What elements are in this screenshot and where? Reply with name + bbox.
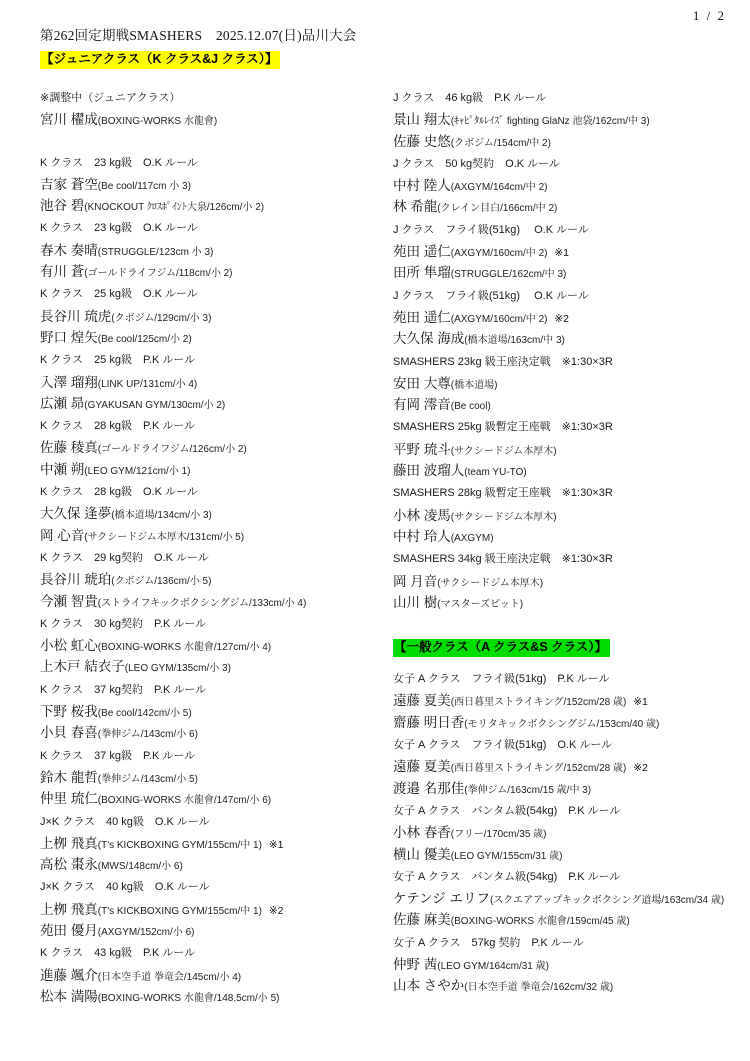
- fighter-line: [393, 460, 745, 481]
- fighter-club-info: (日本空手道 拳竜会/145cm/小 4): [97, 971, 242, 983]
- fighter-name: 山川 樹: [393, 594, 438, 610]
- fighter-club-info: (サクシードジム本厚木): [450, 511, 557, 523]
- fighter-club-info: (クボジム/129cm/小 3): [111, 312, 212, 324]
- bout-class-title: K クラス 43 kg級 P.K ルール: [40, 947, 196, 960]
- fighter-club-info: (西日暮里ストライキング/152cm/28 歳): [450, 697, 627, 709]
- fighter-club-info: (T's KICKBOXING GYM/155cm/中 1): [97, 905, 262, 917]
- bout-block: [40, 548, 388, 612]
- fighter-club-info: (MWS/148cm/小 6): [97, 861, 183, 873]
- fighter-club-info: (ストライフキックボクシングジム/133cm/小 4): [97, 597, 307, 609]
- fighter-name: 林 希龍: [393, 199, 438, 215]
- fighter-name: 岡 月音: [393, 573, 438, 589]
- fighter-line: [40, 788, 388, 809]
- fighter-name: 小貝 春喜: [40, 725, 98, 741]
- fighter-name: 小林 春香: [393, 825, 451, 841]
- bout-block: [393, 483, 745, 547]
- bout-class-title: 女子 A クラス 57kg 契約 P.K ルール: [393, 936, 584, 949]
- fighter-name: 佐藤 稜真: [40, 440, 98, 456]
- general-class-section-header: 【一般クラス（A クラス&S クラス）】: [393, 639, 610, 657]
- fighter-line: [393, 778, 745, 799]
- fighter-name: 小林 凌馬: [393, 507, 451, 523]
- fighter-line: [393, 909, 745, 930]
- fighter-name: 仲野 茜: [393, 956, 438, 972]
- fighter-line: [393, 526, 745, 547]
- fighter-club-info: (BOXING-WORKS 水龍會): [97, 116, 218, 128]
- fighter-club-info: (AXGYM/152cm/小 6): [97, 926, 195, 938]
- fighter-line: [40, 306, 388, 327]
- bout-block: [40, 680, 388, 744]
- fighter-club-info: (拳伸ジム/143cm/小 5): [97, 773, 198, 785]
- fighter-name: 横山 優美: [393, 846, 451, 862]
- fighter-line: [40, 722, 388, 743]
- fighter-name: 遠藤 夏美: [393, 693, 451, 709]
- bout-block: [393, 867, 745, 931]
- left-column: [40, 88, 388, 1009]
- fighter-name: 中瀬 朔: [40, 461, 85, 477]
- fighter-club-info: (Be cool/142cm/小 5): [97, 708, 192, 720]
- bout-block: [393, 933, 745, 997]
- fighter-name: 今瀬 智貴: [40, 593, 98, 609]
- bout-block: [40, 153, 388, 217]
- fighter-club-info: (AXGYM/160cm/中 2): [450, 313, 548, 325]
- fighter-line: [393, 109, 745, 130]
- bout-block: [40, 877, 388, 941]
- fighter-club-info: (サクシードジム本厚木/131cm/小 5): [84, 531, 245, 543]
- bout-block: [393, 88, 745, 152]
- fighter-club-info: (Be cool): [450, 401, 491, 413]
- fighter-club-info: (AXGYM/164cm/中 2): [450, 182, 548, 194]
- bout-class-title: K クラス 37 kg級 P.K ルール: [40, 749, 196, 762]
- fighter-name: 岡 心音: [40, 527, 85, 543]
- fighter-name: 平野 琉斗: [393, 441, 451, 457]
- fighter-name: 大久保 海成: [393, 331, 465, 347]
- fighter-club-info: (Be cool/125cm/小 2): [97, 333, 192, 345]
- fighter-line: [40, 372, 388, 393]
- bout-block: [393, 154, 745, 218]
- fighter-line: [393, 307, 745, 328]
- fighter-club-info: (サクシードジム本厚木): [437, 577, 544, 589]
- fighter-line: [393, 712, 745, 733]
- fighter-line: [40, 656, 388, 677]
- fighter-line: [40, 109, 388, 130]
- page-number: 1 / 2: [692, 8, 726, 23]
- fighter-club-info: (ゴールドライフジム/126cm/小 2): [97, 444, 247, 456]
- fighter-line: [40, 393, 388, 414]
- right-column: [393, 88, 745, 999]
- fighter-club-info: (日本空手道 拳竜会/162cm/32 歳): [464, 982, 614, 994]
- fighter-club-info: (フリー/170cm/35 歳): [450, 829, 547, 841]
- bout-class-title: 女子 A クラス フライ級(51kg) O.K ルール: [393, 739, 613, 752]
- fighter-club-info: (拳伸ジム/163cm/15 歳/中 3): [464, 784, 592, 796]
- fighter-club-info: (GYAKUSAN GYM/130cm/小 2): [84, 399, 226, 411]
- fighter-name: 苑田 遥仁: [393, 244, 451, 260]
- fighter-line: [40, 327, 388, 348]
- fighter-name: 田所 隼瑠: [393, 265, 451, 281]
- fighter-line: [393, 505, 745, 526]
- fighter-line: [40, 854, 388, 875]
- fighter-name: 佐藤 史悠: [393, 133, 451, 149]
- bout-class-title: K クラス 37 kg契約 P.K ルール: [40, 683, 207, 696]
- fighter-club-info: (T's KICKBOXING GYM/155cm/中 1): [97, 839, 262, 851]
- bout-class-title: J クラス 46 kg級 P.K ルール: [393, 92, 547, 104]
- fighter-name: 下野 桜我: [40, 704, 98, 720]
- fighter-line: [393, 954, 745, 975]
- fighter-line: [393, 690, 745, 711]
- bout-class-title: K クラス 29 kg契約 O.K ルール: [40, 551, 209, 564]
- fighter-note-mark: ※2: [265, 904, 284, 917]
- fighter-name: 入澤 瑠翔: [40, 374, 98, 390]
- fighter-line: [40, 965, 388, 986]
- fighter-name: 齋藤 明日香: [393, 714, 465, 730]
- bout-class-title: K クラス 28 kg級 P.K ルール: [40, 420, 196, 433]
- fighter-line: [393, 822, 745, 843]
- bout-block: [393, 549, 745, 613]
- fighter-club-info: (BOXING-WORKS 水龍會/127cm/小 4): [97, 642, 272, 654]
- bout-class-title: J×K クラス 40 kg級 O.K ルール: [40, 815, 210, 828]
- fighter-club-info: (BOXING-WORKS 水龍會/159cm/45 歳): [450, 916, 630, 928]
- bout-class-title: K クラス 30 kg契約 P.K ルール: [40, 617, 207, 630]
- fighter-name: 池谷 碧: [40, 198, 85, 214]
- fighter-club-info: (LEO GYM/155cm/31 歳): [450, 850, 563, 862]
- fighter-name: 安田 大尊: [393, 375, 451, 391]
- bout-block: [393, 735, 745, 799]
- fighter-name: 渡邉 名那佳: [393, 780, 465, 796]
- fighter-note-mark: ※1: [265, 838, 284, 851]
- bout-block: [40, 284, 388, 348]
- fighter-name: 進藤 颯介: [40, 967, 98, 983]
- fighter-line: [393, 756, 745, 777]
- fighter-line: [40, 833, 388, 854]
- bout-class-title: K クラス 23 kg級 O.K ルール: [40, 222, 198, 235]
- fighter-line: [393, 131, 745, 152]
- fighter-name: 有岡 澪音: [393, 397, 451, 413]
- fighter-note-mark: ※1: [551, 247, 570, 260]
- bout-block: [40, 218, 388, 282]
- fighter-club-info: (LEO GYM/121cm/小 1): [84, 465, 191, 477]
- fighter-club-info: (橋本道場/163cm/中 3): [464, 335, 565, 347]
- bout-block: [40, 416, 388, 480]
- fighter-name: 吉家 蒼空: [40, 176, 98, 192]
- fighter-club-info: (AXGYM/160cm/中 2): [450, 248, 548, 260]
- bout-block: [40, 746, 388, 810]
- bout-class-title: ※調整中（ジュニアクラス）: [40, 92, 181, 104]
- fighter-name: 小松 虹心: [40, 638, 98, 654]
- fighter-line: [40, 459, 388, 480]
- fighter-club-info: (ゴールドライフジム/118cm/小 2): [84, 268, 233, 280]
- bout-block: [393, 669, 745, 733]
- fighter-note-mark: ※2: [551, 312, 570, 325]
- fighter-line: [393, 439, 745, 460]
- fighter-line: [40, 701, 388, 722]
- fighter-club-info: (拳伸ジム/143cm/小 6): [97, 729, 198, 741]
- fighter-name: 苑田 優月: [40, 922, 98, 938]
- fighter-note-mark: ※2: [630, 762, 648, 775]
- fighter-club-info: (橋本道場): [450, 379, 498, 391]
- fighter-club-info: (AXGYM): [450, 532, 494, 544]
- bout-class-title: 女子 A クラス フライ級(51kg) P.K ルール: [393, 673, 610, 686]
- fighter-line: [40, 767, 388, 788]
- fighter-line: [40, 569, 388, 590]
- fighter-line: [393, 394, 745, 415]
- event-title: 第262回定期戦SMASHERS 2025.12.07(日)品川大会: [40, 28, 357, 43]
- fighter-line: [393, 262, 745, 283]
- fighter-club-info: (ｷｬﾋﾟﾀﾙﾚｲｽﾞ fighting GlaNz 池袋/162cm/中 3): [450, 116, 650, 128]
- fighter-name: 春木 奏晴: [40, 242, 98, 258]
- fighter-name: 鈴木 龍哲: [40, 769, 98, 785]
- fighter-club-info: (橋本道場/134cm/小 3): [111, 510, 212, 522]
- fighter-club-info: (モリタキックボクシングジム/153cm/40 歳): [464, 718, 660, 730]
- fighter-club-info: (サクシードジム本厚木): [450, 445, 557, 457]
- fighter-name: 景山 翔太: [393, 112, 451, 128]
- bout-class-title: K クラス 23 kg級 O.K ルール: [40, 156, 198, 169]
- fighter-line: [40, 920, 388, 941]
- bout-class-title: 女子 A クラス バンタム級(54kg) P.K ルール: [393, 804, 621, 817]
- fighter-name: 長谷川 琥珀: [40, 572, 112, 588]
- fighter-club-info: (西日暮里ストライキング/152cm/28 歳): [450, 763, 627, 775]
- fighter-line: [40, 899, 388, 920]
- fighter-club-info: (BOXING-WORKS 水龍會/148.5cm/小 5): [97, 992, 280, 1004]
- fighter-line: [393, 196, 745, 217]
- fighter-name: 仲里 琉仁: [40, 791, 98, 807]
- fighter-name: 大久保 逢夢: [40, 506, 112, 522]
- fighter-club-info: (スクエアアップキックボクシング道場/163cm/34 歳): [489, 895, 725, 907]
- fighter-line: [393, 373, 745, 394]
- bout-block: [40, 812, 388, 876]
- bout-class-title: K クラス 25 kg級 O.K ルール: [40, 288, 198, 301]
- fighter-name: 上木戸 結衣子: [40, 659, 125, 675]
- bout-block: [40, 614, 388, 678]
- fighter-line: [40, 591, 388, 612]
- bout-class-title: J×K クラス 40 kg級 O.K ルール: [40, 881, 210, 894]
- fighter-name: 広瀬 昴: [40, 395, 85, 411]
- bout-class-title: SMASHERS 34kg 級王座決定戦 ※1:30×3R: [393, 553, 613, 566]
- fighter-club-info: (KNOCKOUT ｸﾛｽﾎﾟｲﾝﾄ大泉/126cm/小 2): [84, 202, 265, 214]
- fighter-name: 佐藤 麻美: [393, 912, 451, 928]
- fighter-club-info: (BOXING-WORKS 水龍會/147cm/小 6): [97, 795, 272, 807]
- fighter-club-info: (LEO GYM/164cm/31 歳): [437, 960, 549, 972]
- fighter-club-info: (team YU-TO): [464, 467, 527, 479]
- fighter-name: ケテンジ エリフ: [393, 891, 490, 907]
- bout-class-title: K クラス 25 kg級 P.K ルール: [40, 354, 196, 367]
- fighter-club-info: (STRUGGLE/123cm 小 3): [97, 246, 214, 258]
- adjusting-note-block: [40, 88, 388, 131]
- bout-block: [40, 482, 388, 546]
- fighter-name: 苑田 遥仁: [393, 309, 451, 325]
- fighter-name: 松本 満陽: [40, 988, 98, 1004]
- fighter-name: 野口 煌矢: [40, 329, 98, 345]
- bout-block: [393, 801, 745, 865]
- fighter-name: 高松 棗永: [40, 857, 98, 873]
- bout-class-title: 女子 A クラス バンタム級(54kg) P.K ルール: [393, 870, 621, 883]
- fighter-line: [40, 986, 388, 1007]
- fighter-line: [393, 571, 745, 592]
- fighter-club-info: (クボジム/154cm/中 2): [450, 137, 551, 149]
- fighter-name: 有川 蒼: [40, 264, 85, 280]
- fighter-club-info: (クレイン目白/166cm/中 2): [437, 203, 558, 215]
- fighter-name: 上栁 飛真: [40, 835, 98, 851]
- fighter-note-mark: ※1: [630, 696, 648, 709]
- fighter-name: 山本 さやか: [393, 978, 465, 994]
- fighter-line: [40, 503, 388, 524]
- fighter-line: [393, 175, 745, 196]
- fighter-line: [393, 975, 745, 996]
- bout-class-title: J クラス フライ級(51kg) O.K ルール: [393, 289, 589, 302]
- bout-block: [393, 352, 745, 416]
- bout-block: [393, 220, 745, 284]
- fighter-name: 上栁 飛真: [40, 901, 98, 917]
- fighter-line: [393, 328, 745, 349]
- fighter-name: 中村 玲人: [393, 528, 451, 544]
- bout-class-title: SMASHERS 28kg 級暫定王座戦 ※1:30×3R: [393, 487, 613, 500]
- fighter-line: [40, 261, 388, 282]
- fighter-club-info: (STRUGGLE/162cm/中 3): [450, 269, 567, 281]
- fighter-club-info: (Be cool/117cm 小 3): [97, 180, 191, 192]
- bout-block: [40, 350, 388, 414]
- fighter-name: 遠藤 夏美: [393, 759, 451, 775]
- fighter-line: [393, 592, 745, 613]
- junior-class-section-header: 【ジュニアクラス（K クラス&J クラス）】: [40, 51, 280, 69]
- bout-class-title: SMASHERS 25kg 級暫定王座戦 ※1:30×3R: [393, 421, 613, 434]
- bout-class-title: SMASHERS 23kg 級王座決定戦 ※1:30×3R: [393, 355, 613, 368]
- fighter-name: 長谷川 琉虎: [40, 308, 112, 324]
- fighter-name: 宮川 櫂成: [40, 112, 98, 128]
- bout-class-title: J クラス 50 kg契約 O.K ルール: [393, 157, 560, 170]
- fighter-name: 藤田 波瑠人: [393, 463, 465, 479]
- fighter-line: [40, 174, 388, 195]
- fighter-line: [393, 241, 745, 262]
- fighter-line: [393, 844, 745, 865]
- bout-block: [393, 286, 745, 350]
- fighter-club-info: (マスターズピット): [437, 598, 524, 610]
- bout-class-title: J クラス フライ級(51kg) O.K ルール: [393, 223, 589, 236]
- fighter-line: [40, 240, 388, 261]
- fighter-club-info: (LINK UP/131cm/小 4): [97, 378, 198, 390]
- fighter-line: [40, 195, 388, 216]
- fighter-club-info: (LEO GYM/135cm/小 3): [124, 663, 231, 675]
- fighter-club-info: (クボジム/136cm/小 5): [111, 576, 212, 588]
- fighter-line: [40, 437, 388, 458]
- fighter-line: [393, 888, 745, 909]
- bout-block: [40, 943, 388, 1007]
- fighter-name: 中村 陸人: [393, 178, 451, 194]
- fighter-line: [40, 635, 388, 656]
- bout-class-title: K クラス 28 kg級 O.K ルール: [40, 486, 198, 499]
- bout-block: [393, 417, 745, 481]
- fighter-line: [40, 525, 388, 546]
